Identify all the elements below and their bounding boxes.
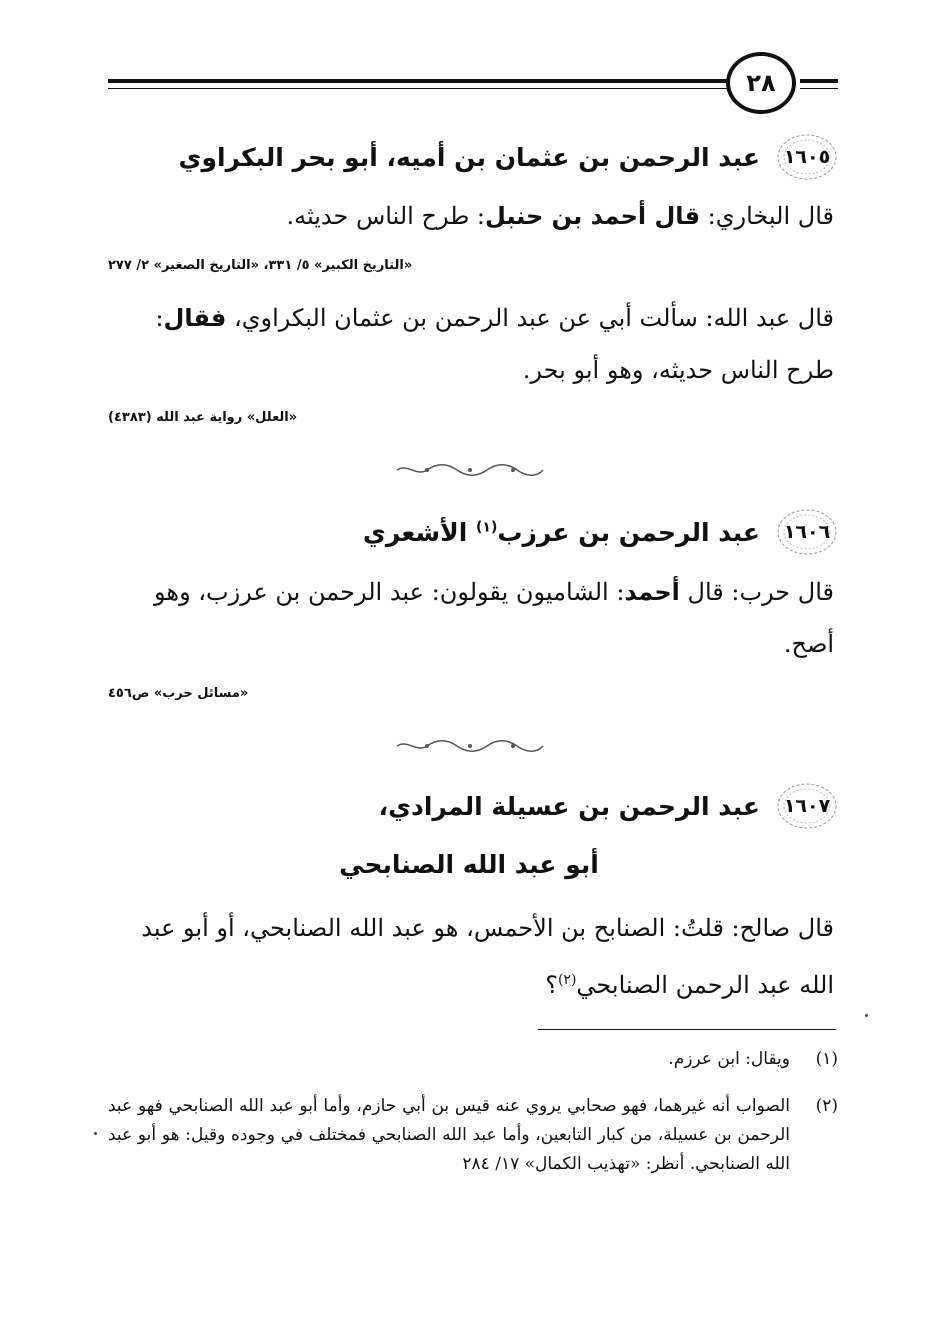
entry-paragraph: قال صالح: قلتُ: الصنابح بن الأحمس، هو عبد الله الصنابحي، أو أبو عبد الله عبد الرحمن الصنابحي$^{(٢)}$؟ xyxy=(141,914,834,999)
footnote xyxy=(108,1045,838,1074)
entry-title: عبد الرحمن بن عسيلة المرادي، xyxy=(378,791,760,821)
footnote-marker: (١) xyxy=(475,519,498,536)
page-number: ٢٨ xyxy=(726,52,796,114)
entry-subtitle: أبو عبد الله الصنابحي xyxy=(339,850,599,879)
footnote-number: (١) xyxy=(815,1049,838,1069)
header-rule xyxy=(800,79,838,83)
header-rule xyxy=(108,88,730,89)
footnote-marker: (٢) xyxy=(557,972,577,988)
entry-number-badge: ١٦٠٧ xyxy=(776,781,838,831)
entry-number-badge: ١٦٠٦ xyxy=(776,507,838,557)
entry-paragraph: قال عبد الله: سألت أبي عن عبد الرحمن بن عثمان البكراوي، فقال: طرح الناس حديثه، وهو أبو بحر. xyxy=(155,304,834,384)
source-reference: «مسائل حرب» ص٤٥٦ xyxy=(108,686,249,701)
entry-title: عبد الرحمن بن عرزب$^{(١)}$ الأشعري xyxy=(362,517,760,547)
entry-paragraph: قال البخاري: قال أحمد بن حنبل: طرح الناس حديثه. xyxy=(286,202,834,230)
header-rule xyxy=(800,88,838,89)
footnote-number: (٢) xyxy=(815,1096,838,1116)
footnote-text: ويقال: ابن عرزم. xyxy=(668,1049,790,1069)
entry-heading xyxy=(179,132,838,182)
entry-title: عبد الرحمن بن عثمان بن أميه، أبو بحر البكراوي xyxy=(178,142,760,172)
scan-speck xyxy=(94,1132,97,1135)
scan-speck xyxy=(865,1014,868,1017)
ornament-divider-icon xyxy=(395,463,545,477)
entry-number-badge: ١٦٠٥ xyxy=(776,132,838,182)
source-reference: «العلل» رواية عبد الله (٤٣٨٣) xyxy=(108,410,298,425)
source-reference: «التاريخ الكبير» ٥/ ٣٣١، «التاريخ الصغير» ٢/ ٢٧٧ xyxy=(108,258,413,273)
footnote-rule xyxy=(538,1029,836,1030)
entry-heading xyxy=(363,507,838,557)
entry-heading xyxy=(379,781,838,831)
footnote-text: الصواب أنه غيرهما، فهو صحابي يروي عنه قيس بن أبي حازم، وأما أبو عبد الله الصنابحي فهو عبد الرحمن بن عسيلة، من كبار التابعين، وأما عبد الله الصنابحي فمختلف في وجوده وقيل: هو أبو عبد الله الصنابحي. أنظر: «تهذيب الكمال» ١٧/ ٢٨٤ xyxy=(108,1096,790,1174)
footnote xyxy=(108,1092,838,1179)
ornament-divider-icon xyxy=(395,739,545,753)
header-rule xyxy=(108,79,730,83)
entry-paragraph: قال حرب: قال أحمد: الشاميون يقولون: عبد الرحمن بن عرزب، وهو أصح. xyxy=(154,578,834,658)
